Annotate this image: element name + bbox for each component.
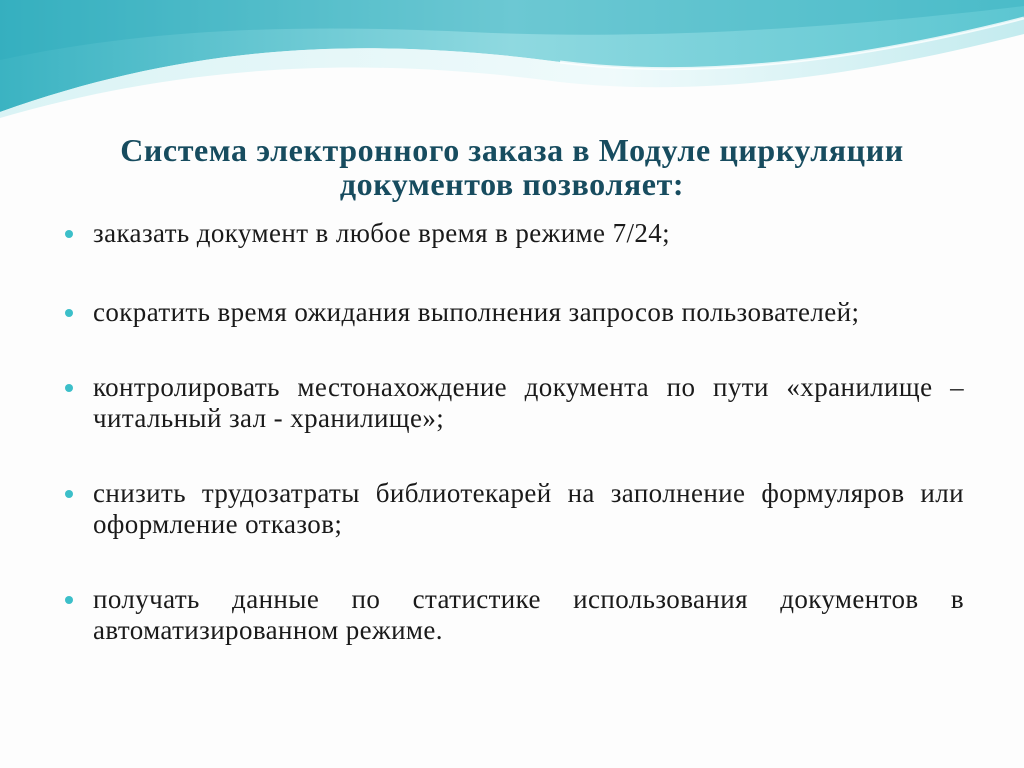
slide-title: Система электронного заказа в Модуле циркуляции документов позволяет:	[120, 132, 904, 202]
list-item	[63, 584, 964, 646]
bullet-list	[63, 218, 964, 690]
bullet-dot-icon	[65, 230, 73, 238]
bullet-text: заказать документ в любое время в режиме 7/24;	[93, 218, 671, 248]
bullet-dot-icon	[65, 596, 73, 604]
bullet-text: получать данные по статистике использования документов в автоматизированном режиме.	[93, 584, 964, 645]
bullet-text: сократить время ожидания выполнения запросов пользователей;	[93, 297, 860, 327]
list-item	[63, 372, 964, 434]
bullet-dot-icon	[65, 490, 73, 498]
bullet-dot-icon	[65, 384, 73, 392]
list-item	[63, 218, 964, 249]
decorative-wave-header	[0, 0, 1024, 130]
list-item	[63, 478, 964, 540]
bullet-dot-icon	[65, 309, 73, 317]
bullet-text: контролировать местонахождение документа по пути «хранилище – читальный зал - хранилище»;	[93, 372, 964, 433]
list-item	[63, 297, 964, 328]
bullet-text: снизить трудозатраты библиотекарей на заполнение формуляров или оформление отказов;	[93, 478, 964, 539]
